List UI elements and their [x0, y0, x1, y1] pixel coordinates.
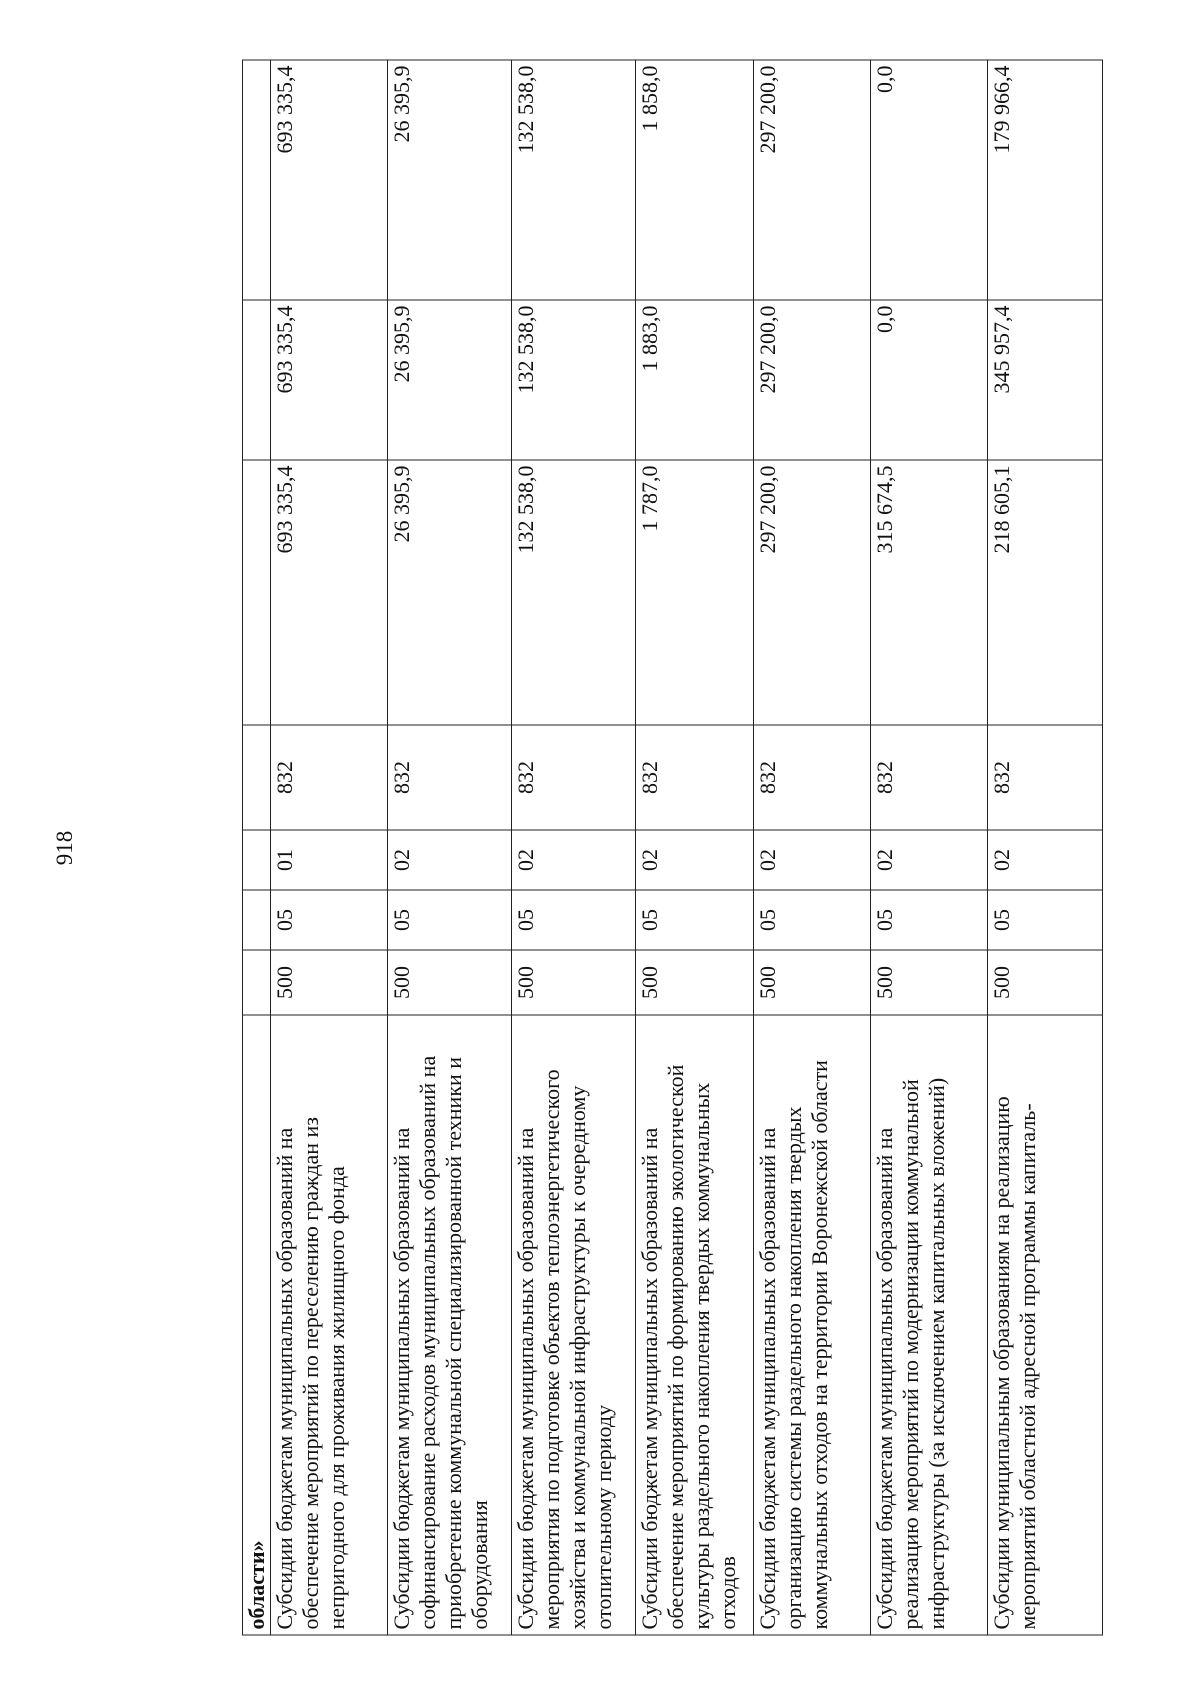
- value-cell: 1 883,0: [636, 300, 754, 460]
- row-description: Субсидии бюджетам муниципальных образований на обеспечение мероприятий по формированию экологической культуры раздельного накопления твердых коммунальных отходов: [636, 1015, 754, 1635]
- table-row: [636, 60, 754, 1635]
- row-description: Субсидии бюджетам муниципальных образований на организацию системы раздельного накопления твердых коммунальных отходов на территории Воронежской области: [754, 1015, 871, 1635]
- value-cell: 345 957,4: [988, 300, 1103, 460]
- code-cell: 500: [636, 950, 754, 1015]
- code-cell: 02: [512, 830, 636, 890]
- table-header-row: [243, 60, 271, 1635]
- value-cell: 1 787,0: [636, 460, 754, 725]
- code-cell: 832: [636, 725, 754, 830]
- code-cell: 832: [271, 725, 388, 830]
- code-cell: 832: [754, 725, 871, 830]
- table-row: [271, 60, 388, 1635]
- value-cell: 26 395,9: [388, 460, 512, 725]
- row-description: Субсидии муниципальным образованиям на реализацию мероприятий областной адресной программы капиталь-: [988, 1015, 1103, 1635]
- value-cell: 1 858,0: [636, 60, 754, 300]
- code-cell: 02: [388, 830, 512, 890]
- table-row: [388, 60, 512, 1635]
- value-cell: 26 395,9: [388, 60, 512, 300]
- value-cell: 297 200,0: [754, 460, 871, 725]
- empty-cell: [243, 725, 271, 830]
- value-cell: 218 605,1: [988, 460, 1103, 725]
- rotated-table-page: [242, 61, 1102, 1636]
- code-cell: 05: [988, 890, 1103, 950]
- value-cell: 26 395,9: [388, 300, 512, 460]
- table-row: [754, 60, 871, 1635]
- value-cell: 693 335,4: [271, 300, 388, 460]
- value-cell: 693 335,4: [271, 60, 388, 300]
- code-cell: 500: [871, 950, 988, 1015]
- empty-cell: [243, 830, 271, 890]
- value-cell: 693 335,4: [271, 460, 388, 725]
- table-row: [988, 60, 1103, 1635]
- budget-table: [242, 60, 1103, 1636]
- row-description: Субсидии бюджетам муниципальных образований на софинансирование расходов муниципальных образований на приобретение коммунальной специализированной техники и оборудования: [388, 1015, 512, 1635]
- code-cell: 05: [388, 890, 512, 950]
- code-cell: 500: [512, 950, 636, 1015]
- code-cell: 500: [271, 950, 388, 1015]
- code-cell: 500: [388, 950, 512, 1015]
- value-cell: 297 200,0: [754, 60, 871, 300]
- code-cell: 832: [388, 725, 512, 830]
- value-cell: 132 538,0: [512, 460, 636, 725]
- code-cell: 02: [754, 830, 871, 890]
- empty-cell: [243, 60, 271, 300]
- value-cell: 0,0: [871, 60, 988, 300]
- empty-cell: [243, 460, 271, 725]
- row-description: области»: [243, 1015, 271, 1635]
- code-cell: 05: [754, 890, 871, 950]
- value-cell: 0,0: [871, 300, 988, 460]
- table-row: [871, 60, 988, 1635]
- code-cell: 05: [271, 890, 388, 950]
- code-cell: 832: [871, 725, 988, 830]
- value-cell: 132 538,0: [512, 300, 636, 460]
- empty-cell: [243, 950, 271, 1015]
- code-cell: 02: [988, 830, 1103, 890]
- code-cell: 05: [871, 890, 988, 950]
- value-cell: 179 966,4: [988, 60, 1103, 300]
- value-cell: 297 200,0: [754, 300, 871, 460]
- code-cell: 500: [754, 950, 871, 1015]
- table-row: [512, 60, 636, 1635]
- row-description: Субсидии бюджетам муниципальных образований на реализацию мероприятий по модернизации коммунальной инфраструктуры (за исключением капитальных вложений): [871, 1015, 988, 1635]
- empty-cell: [243, 890, 271, 950]
- code-cell: 832: [988, 725, 1103, 830]
- page-number: 918: [52, 830, 77, 866]
- code-cell: 02: [636, 830, 754, 890]
- code-cell: 500: [988, 950, 1103, 1015]
- value-cell: 315 674,5: [871, 460, 988, 725]
- empty-cell: [243, 300, 271, 460]
- row-description: Субсидии бюджетам муниципальных образований на мероприятия по подготовке объектов теплоэнергетического хозяйства и коммунальной инфраструктуры к очередному отопительному периоду: [512, 1015, 636, 1635]
- code-cell: 02: [871, 830, 988, 890]
- code-cell: 05: [636, 890, 754, 950]
- code-cell: 01: [271, 830, 388, 890]
- value-cell: 132 538,0: [512, 60, 636, 300]
- row-description: Субсидии бюджетам муниципальных образований на обеспечение мероприятий по переселению граждан из непригодного для проживания жилищного фонда: [271, 1015, 388, 1635]
- code-cell: 832: [512, 725, 636, 830]
- code-cell: 05: [512, 890, 636, 950]
